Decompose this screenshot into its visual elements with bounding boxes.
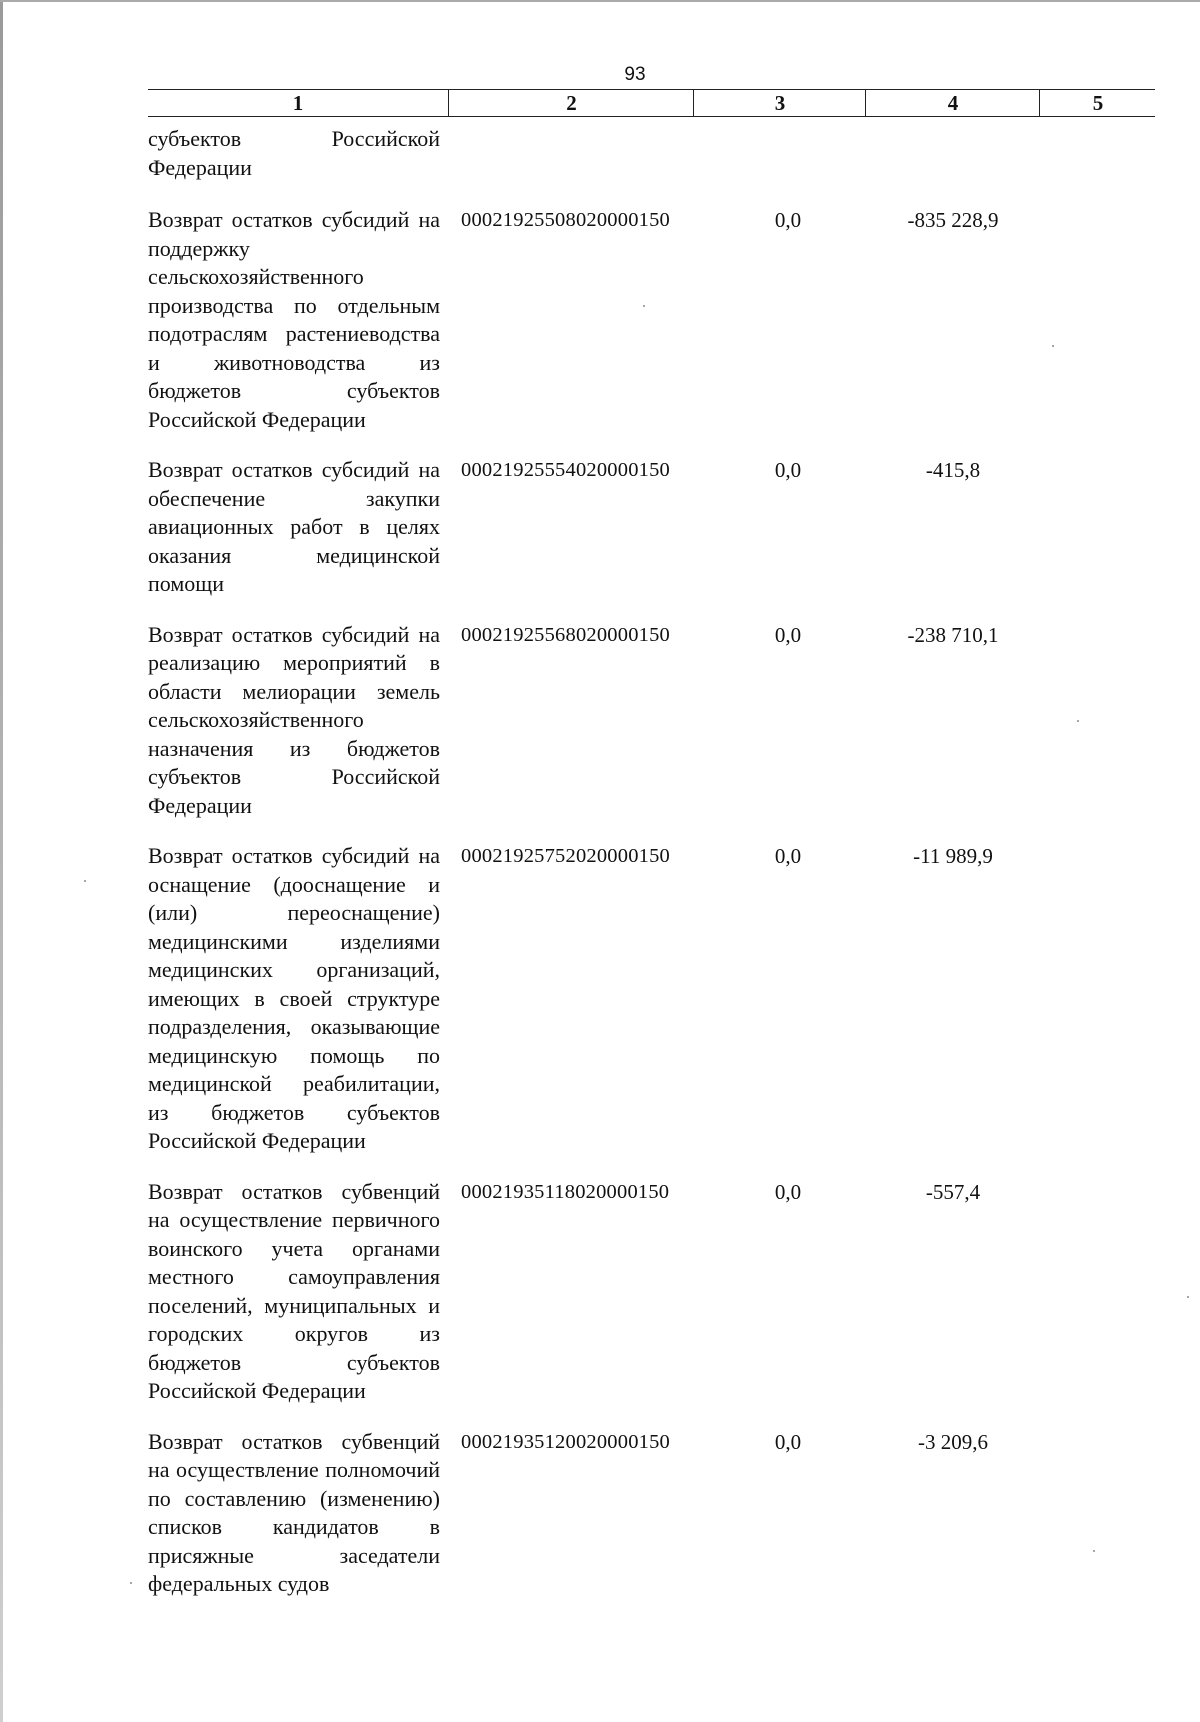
table-row (148, 125, 1155, 182)
row-code: 00021935120020000150 (461, 1430, 670, 1453)
row-description: Возврат остатков субсидий на поддержку сельскохозяйственного производства по отдельным подотраслям растениеводства и животноводства из бюджетов субъектов Российской Федерации (148, 207, 440, 432)
row-description: Возврат остатков субсидий на оснащение (дооснащение и (или) переоснащение) медицинскими изделиями медицинских организаций, имеющих в своей структуре подразделения, оказывающие медицинскую помощь по медицинской реабилитации, из бюджетов субъектов Российской Федерации (148, 843, 440, 1153)
row-description: Возврат остатков субвенций на осуществление полномочий по составлению (изменению) списков кандидатов в присяжные заседатели федеральных судов (148, 1428, 440, 1596)
row-description: Возврат остатков субсидий на реализацию мероприятий в области мелиорации земель сельскохозяйственного назначения из бюджетов субъектов Российской Федерации (148, 621, 440, 818)
row-description: субъектов Российской Федерации (148, 126, 440, 180)
scan-speck (1093, 1550, 1095, 1552)
page-number: 93 (624, 64, 646, 85)
row-col3-value: 0,0 (774, 1429, 802, 1454)
scan-speck (130, 1582, 132, 1584)
row-col4-value: -835 228,9 (907, 208, 999, 232)
row-code: 00021925752020000150 (461, 845, 670, 867)
row-description: Возврат остатков субсидий на обеспечение закупки авиационных работ в целях оказания медицинской помощи (148, 457, 440, 596)
row-description: Возврат остатков субвенций на осуществление первичного воинского учета органами местного самоуправления поселений, муниципальных и городских округов из бюджетов субъектов Российской Федерации (148, 1178, 440, 1403)
table-row (148, 621, 1155, 821)
row-col3-value: 0,0 (774, 208, 802, 232)
scan-speck (643, 305, 645, 307)
column-header-4: 4 (865, 90, 1040, 116)
row-code: 00021925554020000150 (461, 459, 670, 481)
row-col4-value: -3 209,6 (918, 1429, 988, 1454)
row-col3-value: 0,0 (774, 458, 802, 482)
scan-speck (1077, 720, 1079, 722)
table-body (148, 125, 1155, 1621)
row-code: 00021925508020000150 (461, 209, 670, 231)
row-code: 00021925568020000150 (461, 623, 670, 646)
column-header-1: 1 (292, 91, 304, 115)
column-header-5: 5 (1039, 90, 1156, 116)
column-header-3: 3 (693, 90, 866, 116)
row-col3-value: 0,0 (774, 844, 802, 868)
scan-speck (84, 880, 86, 882)
table-row (148, 206, 1155, 434)
row-col3-value: 0,0 (774, 1179, 802, 1204)
row-col4-value: -238 710,1 (907, 622, 999, 647)
column-header-2: 2 (448, 90, 694, 116)
scan-left-edge (0, 0, 3, 1722)
row-col4-value: -557,4 (925, 1179, 981, 1204)
table-row (148, 1428, 1155, 1599)
table-row (148, 456, 1155, 599)
row-col4-value: -11 989,9 (913, 844, 993, 868)
row-code: 00021935118020000150 (461, 1180, 670, 1203)
scan-top-edge (0, 0, 1200, 2)
row-col4-value: -415,8 (925, 458, 981, 482)
table-header (148, 89, 1155, 117)
table-row (148, 1178, 1155, 1406)
scan-speck (1052, 345, 1054, 347)
scan-speck (1187, 1296, 1189, 1298)
row-col3-value: 0,0 (774, 622, 802, 647)
table-row (148, 842, 1155, 1156)
